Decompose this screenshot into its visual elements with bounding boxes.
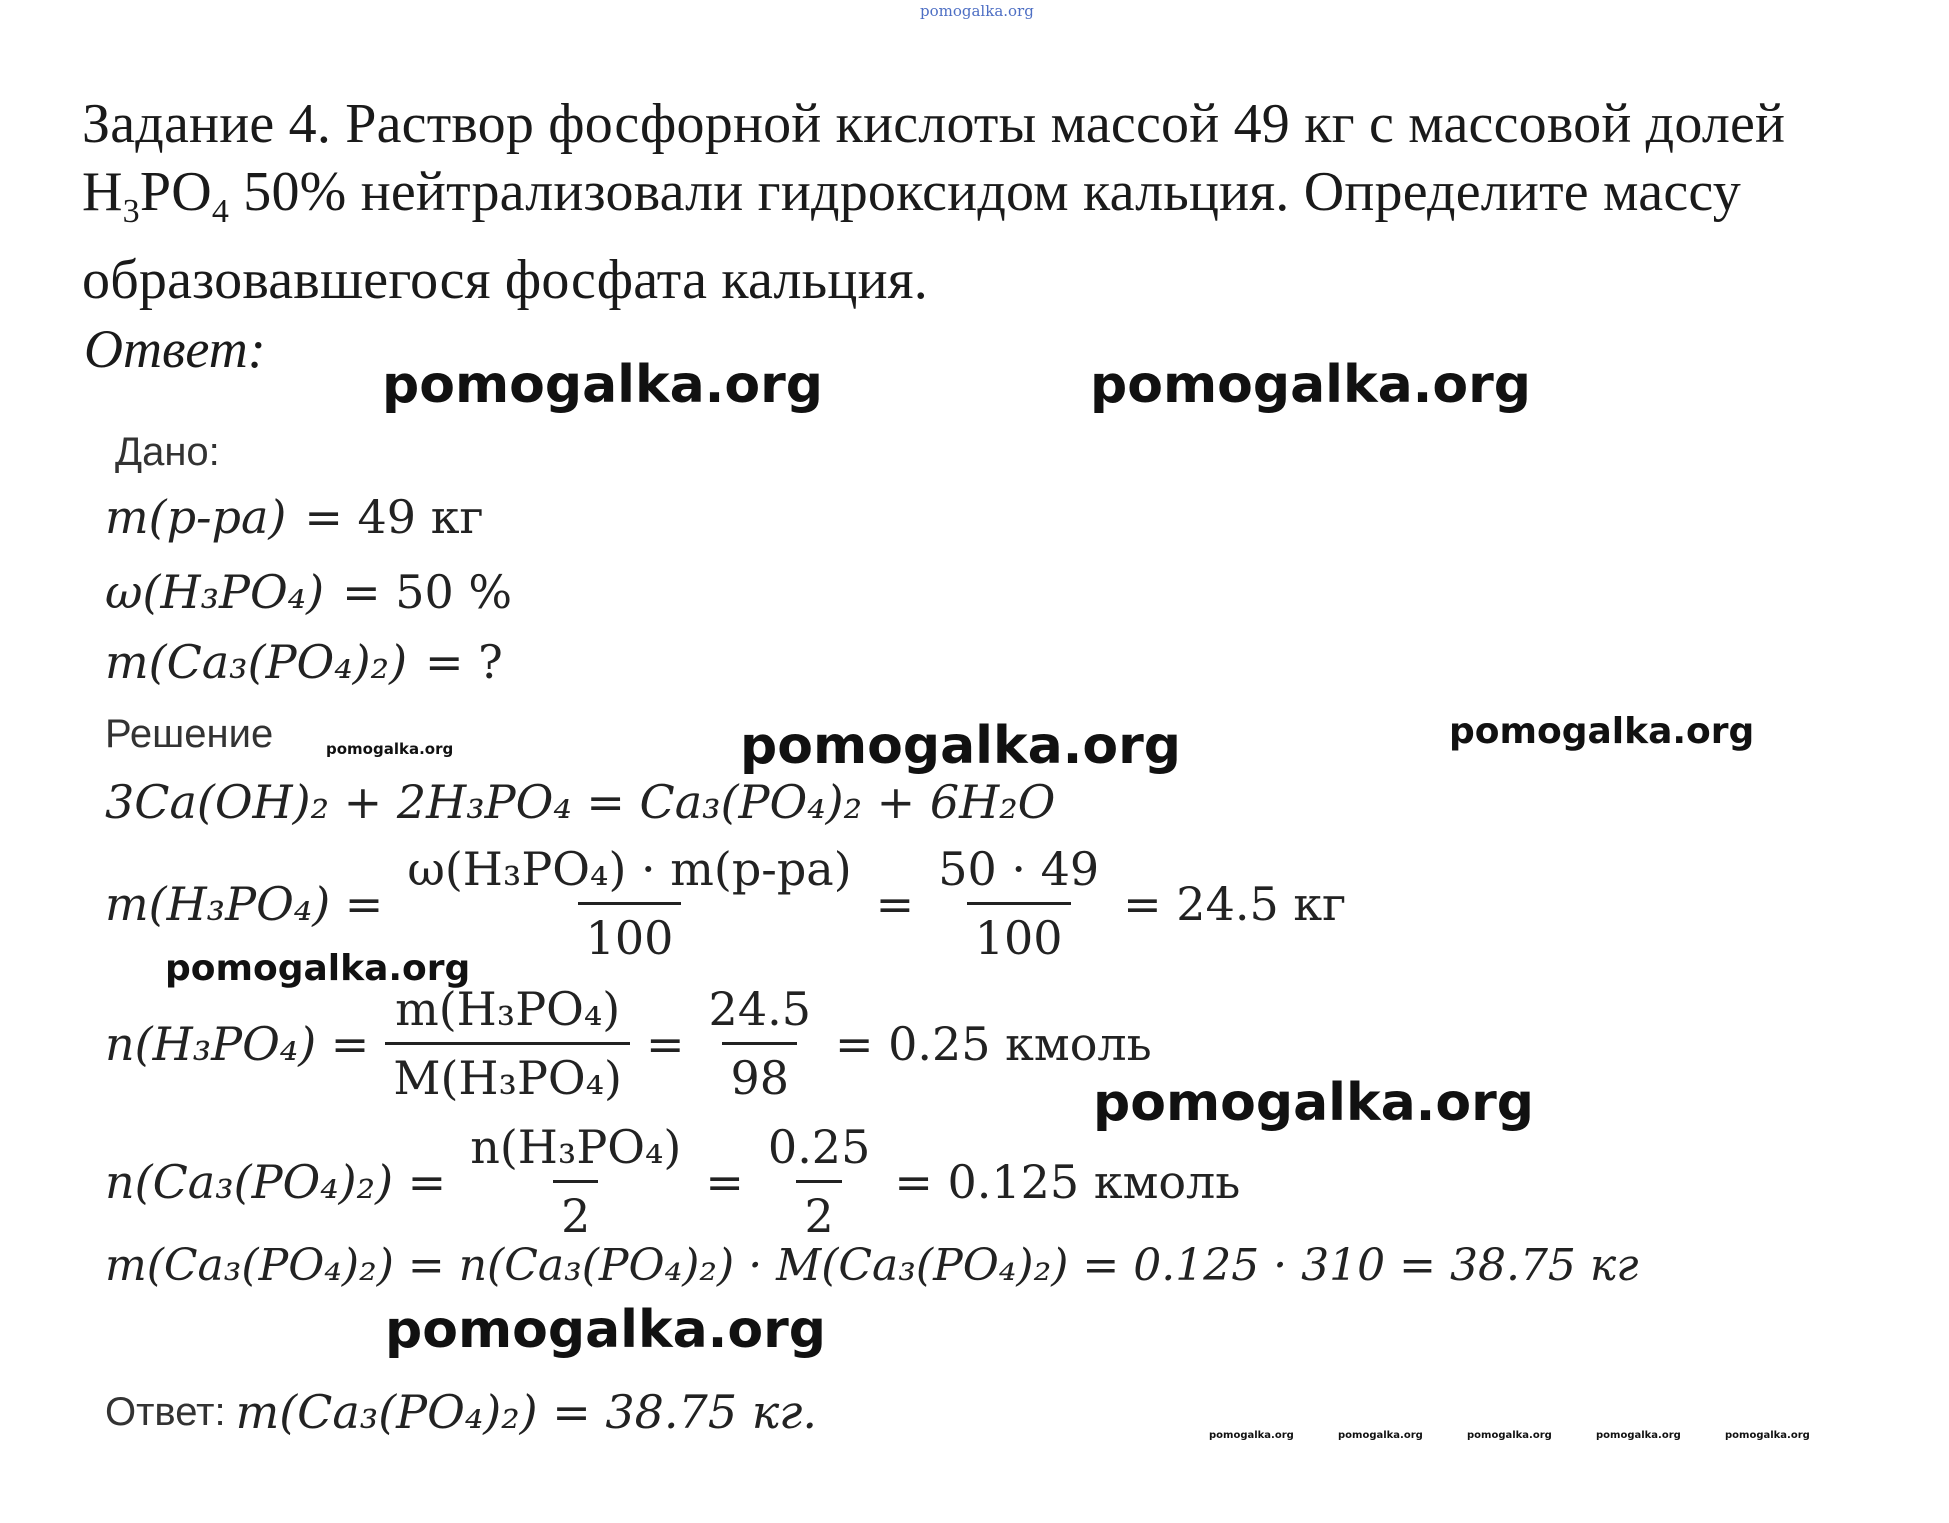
fraction-3b: $\frac{0.25}{2}$: [767, 1120, 871, 1243]
task-line-3: образовавшегося фосфата кальция.: [82, 249, 928, 312]
given-unknown: m(Ca₃(PO₄)₂) = ?: [105, 635, 503, 689]
step-mass-phosphate: m(Ca₃(PO₄)₂) = n(Ca₃(PO₄)₂) · M(Ca₃(PO₄)₂) = 0.125 · 310 = 38.75 кг: [105, 1240, 1639, 1291]
given-mass-solution: m(р-ра) = 49 кг: [105, 490, 484, 544]
final-answer: Ответ: m(Ca₃(PO₄)₂) = 38.75 кг.: [105, 1385, 818, 1439]
answer-heading: Ответ:: [84, 319, 266, 379]
given-label: Дано:: [115, 430, 220, 474]
watermark-6: pomogalka.org: [165, 948, 471, 989]
watermark-10: pomogalka.org: [1338, 1430, 1423, 1441]
task-line-2: $H_3PO_4$ 50% нейтрализовали гидроксидом кальция. Определите массу: [82, 161, 1741, 231]
top-watermark: pomogalka.org: [920, 2, 1034, 20]
fraction-1a: $\frac{\text{ω(H₃PO₄) · m(р-ра)}}{100}$: [407, 842, 852, 965]
watermark-8: pomogalka.org: [385, 1300, 827, 1360]
step-moles-acid: n(H₃PO₄) = $\frac{\text{m(H₃PO₄)}}{\text{M(H₃PO₄)}}$ = $\frac{24.5}{98}$ = 0.25 кмоль: [105, 982, 1152, 1105]
fraction-3a: $\frac{\text{n(H₃PO₄)}}{2}$: [470, 1120, 682, 1243]
reaction-equation: 3Ca(OH)₂ + 2H₃PO₄ = Ca₃(PO₄)₂ + 6H₂O: [105, 775, 1056, 829]
task-statement: [82, 90, 1922, 314]
watermark-7: pomogalka.org: [1093, 1073, 1535, 1133]
watermark-3: pomogalka.org: [326, 740, 454, 758]
watermark-2: pomogalka.org: [1090, 355, 1532, 415]
solution-label: Решение: [105, 712, 274, 756]
watermark-9: pomogalka.org: [1209, 1430, 1294, 1441]
task-line-1: Задание 4. Раствор фосфорной кислоты массой 49 кг с массовой долей: [82, 93, 1786, 155]
fraction-2a: $\frac{\text{m(H₃PO₄)}}{\text{M(H₃PO₄)}}$: [385, 980, 630, 1107]
watermark-5: pomogalka.org: [1449, 711, 1755, 752]
fraction-2b: $\frac{24.5}{98}$: [708, 982, 811, 1105]
watermark-1: pomogalka.org: [382, 355, 824, 415]
fraction-1b: $\frac{50 \cdot 49}{100}$: [938, 842, 1100, 965]
watermark-4: pomogalka.org: [740, 716, 1182, 776]
step-moles-phosphate: n(Ca₃(PO₄)₂) = $\frac{\text{n(H₃PO₄)}}{2}$ = $\frac{0.25}{2}$ = 0.125 кмоль: [105, 1120, 1241, 1243]
watermark-11: pomogalka.org: [1467, 1430, 1552, 1441]
given-mass-fraction: ω(H₃PO₄) = 50 %: [105, 565, 513, 619]
watermark-12: pomogalka.org: [1596, 1430, 1681, 1441]
watermark-13: pomogalka.org: [1725, 1430, 1810, 1441]
step-mass-acid: m(H₃PO₄) = $\frac{\text{ω(H₃PO₄) · m(р-ра)}}{100}$ = $\frac{50 \cdot 49}{100}$ = 24.5 кг: [105, 842, 1347, 965]
